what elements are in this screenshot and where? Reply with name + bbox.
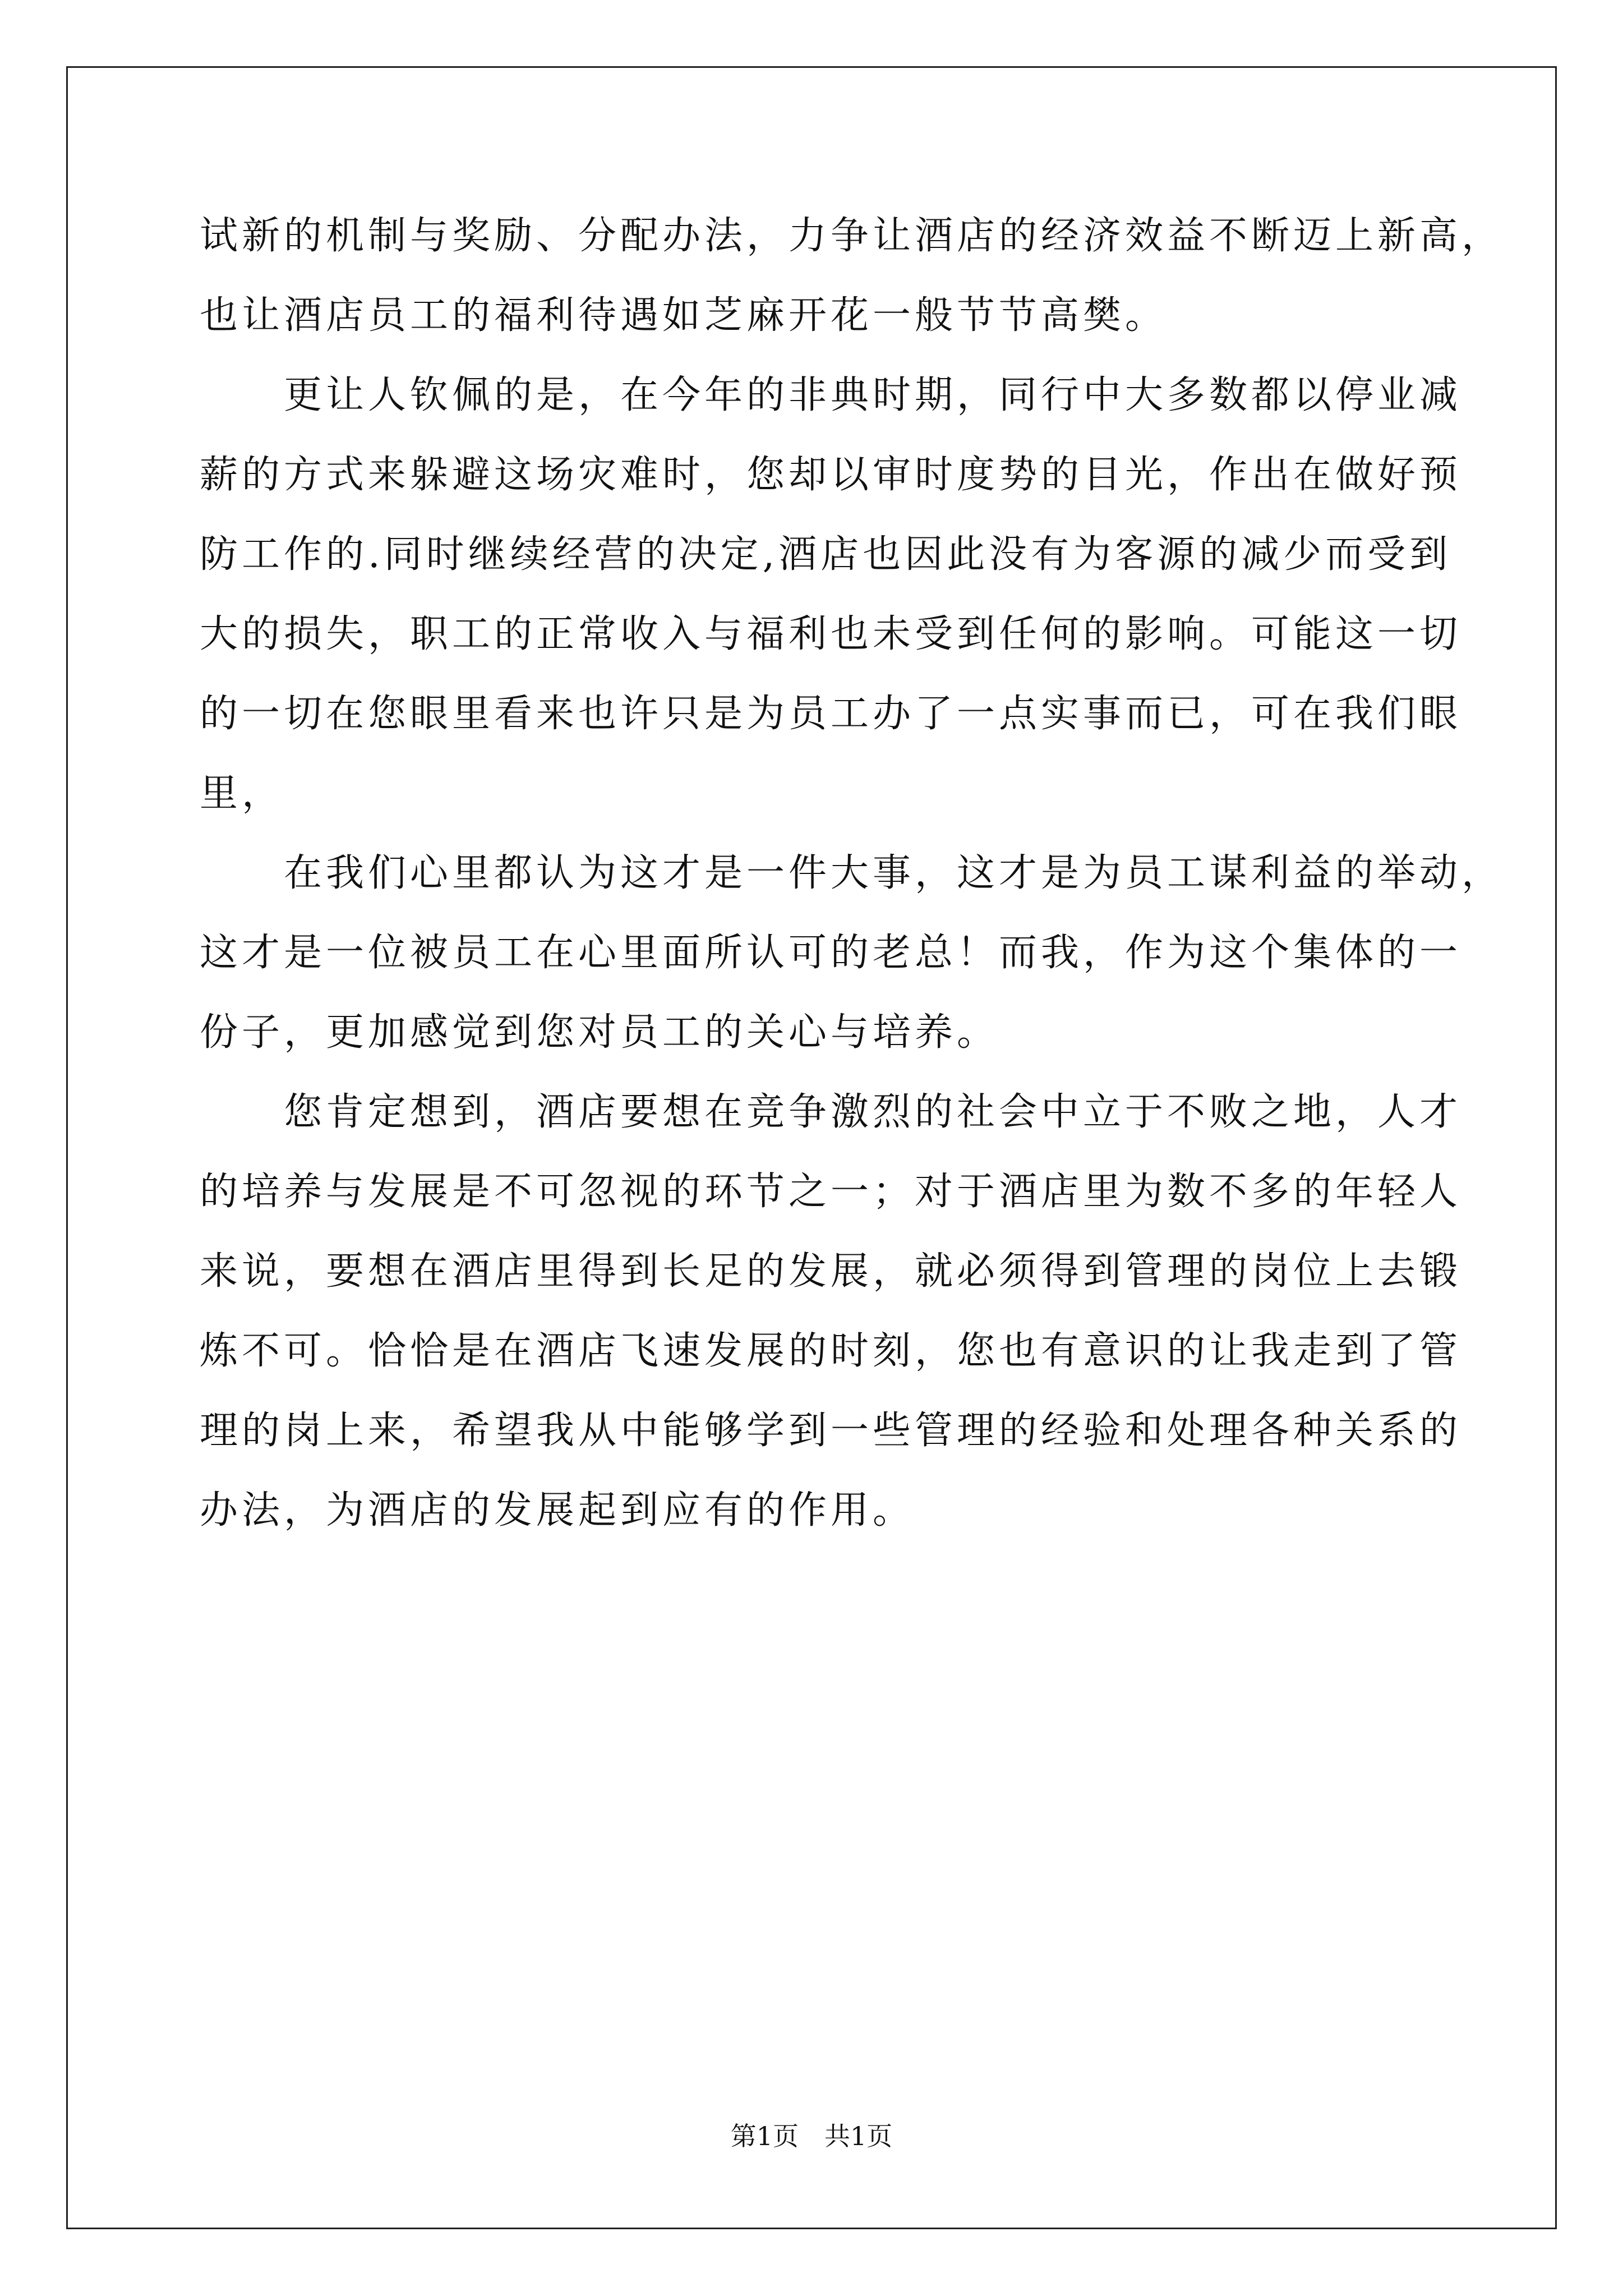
text-line: 的培养与发展是不可忽视的环节之一；对于酒店里为数不多的年轻人 xyxy=(200,1170,1462,1214)
text-line: 大的损失，职工的正常收入与福利也未受到任何的影响。可能这一切 xyxy=(200,612,1462,656)
text-line: 薪的方式来躲避这场灾难时，您却以审时度势的目光，作出在做好预 xyxy=(200,453,1462,497)
page-footer: 第1页 共1页 xyxy=(730,2121,893,2151)
text-line: 这才是一位被员工在心里面所认可的老总！而我，作为这个集体的一 xyxy=(200,931,1462,975)
text-line: 份子，更加感觉到您对员工的关心与培养。 xyxy=(200,1010,999,1055)
text-line: 您肯定想到，酒店要想在竞争激烈的社会中立于不败之地，人才 xyxy=(200,1090,1462,1134)
text-line: 理的岗上来，希望我从中能够学到一些管理的经验和处理各种关系的 xyxy=(200,1409,1462,1453)
text-line: 在我们心里都认为这才是一件大事，这才是为员工谋利益的举动， xyxy=(200,851,1504,895)
text-line: 炼不可。恰恰是在酒店飞速发展的时刻，您也有意识的让我走到了管 xyxy=(200,1329,1462,1373)
text-line: 防工作的.同时继续经营的决定,酒店也因此没有为客源的减少而受到 xyxy=(200,532,1452,577)
text-line: 办法，为酒店的发展起到应有的作用。 xyxy=(200,1488,915,1533)
text-line: 的一切在您眼里看来也许只是为员工办了一点实事而已，可在我们眼 xyxy=(200,692,1462,736)
text-line: 里， xyxy=(200,771,284,816)
text-line: 试新的机制与奖励、分配办法，力争让酒店的经济效益不断迈上新高， xyxy=(200,214,1504,258)
text-line: 也让酒店员工的福利待遇如芝麻开花一般节节高樊。 xyxy=(200,293,1168,338)
document-body xyxy=(200,196,1504,1550)
text-line: 更让人钦佩的是，在今年的非典时期，同行中大多数都以停业减 xyxy=(200,373,1462,417)
text-line: 来说，要想在酒店里得到长足的发展，就必须得到管理的岗位上去锻 xyxy=(200,1249,1462,1294)
